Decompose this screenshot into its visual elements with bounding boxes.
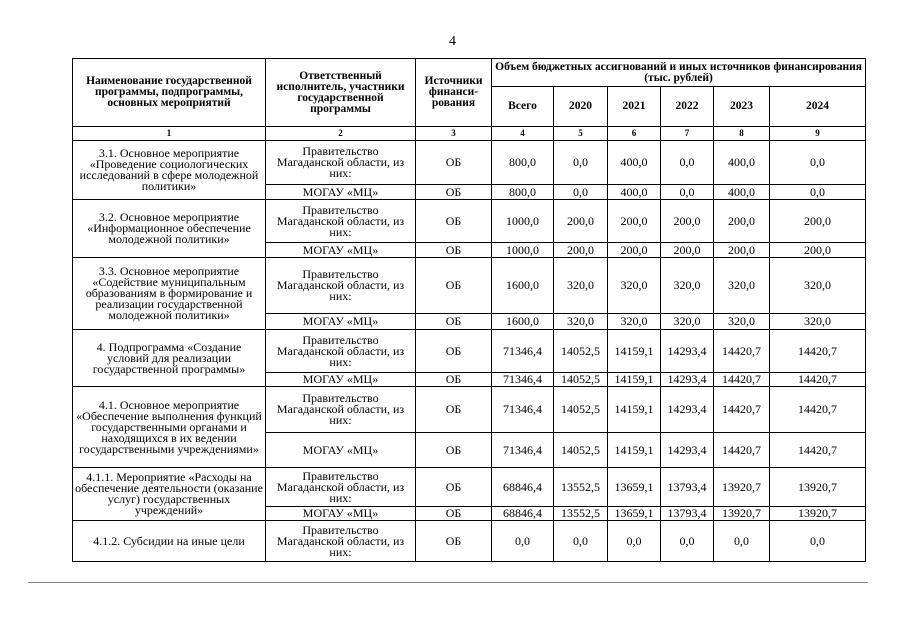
executor-cell: МОГАУ «МЦ»	[266, 185, 416, 200]
source-cell: ОБ	[416, 200, 492, 243]
year-value-cell: 320,0	[608, 314, 661, 330]
year-value-cell: 13920,7	[770, 507, 866, 521]
executor-cell: МОГАУ «МЦ»	[266, 243, 416, 258]
year-value-cell: 14420,7	[714, 433, 770, 468]
column-number: 7	[661, 127, 714, 141]
source-cell: ОБ	[416, 243, 492, 258]
year-value-cell: 400,0	[608, 185, 661, 200]
year-value-cell: 14293,4	[661, 330, 714, 373]
year-value-cell: 14159,1	[608, 373, 661, 387]
total-cell: 1000,0	[492, 200, 554, 243]
year-value-cell: 14159,1	[608, 387, 661, 433]
year-value-cell: 200,0	[770, 200, 866, 243]
year-value-cell: 14159,1	[608, 433, 661, 468]
header-year: 2020	[554, 87, 608, 127]
column-number-row	[73, 127, 866, 141]
total-cell: 71346,4	[492, 373, 554, 387]
year-value-cell: 320,0	[714, 258, 770, 314]
year-value-cell: 14420,7	[714, 330, 770, 373]
program-name-cell: 4. Подпрограмма «Создание условий для реализации государственной программы»	[73, 330, 266, 387]
year-value-cell: 320,0	[608, 258, 661, 314]
year-value-cell: 0,0	[770, 141, 866, 185]
source-cell: ОБ	[416, 185, 492, 200]
source-cell: ОБ	[416, 373, 492, 387]
year-value-cell: 13552,5	[554, 507, 608, 521]
program-name-cell: 3.2. Основное мероприятие «Информационное обеспечение молодежной политики»	[73, 200, 266, 258]
header-row	[73, 59, 866, 87]
year-value-cell: 14293,4	[661, 373, 714, 387]
year-value-cell: 14420,7	[770, 433, 866, 468]
year-value-cell: 14293,4	[661, 387, 714, 433]
year-value-cell: 200,0	[608, 243, 661, 258]
executor-cell: Правительство Магаданской области, из них:	[266, 258, 416, 314]
source-cell: ОБ	[416, 468, 492, 507]
column-number: 1	[73, 127, 266, 141]
year-value-cell: 0,0	[554, 185, 608, 200]
column-number: 4	[492, 127, 554, 141]
year-value-cell: 200,0	[770, 243, 866, 258]
year-value-cell: 14052,5	[554, 373, 608, 387]
total-cell: 1600,0	[492, 314, 554, 330]
source-cell: ОБ	[416, 507, 492, 521]
table-row	[73, 468, 866, 507]
year-value-cell: 13659,1	[608, 507, 661, 521]
executor-cell: МОГАУ «МЦ»	[266, 314, 416, 330]
total-cell: 1000,0	[492, 243, 554, 258]
year-value-cell: 0,0	[554, 141, 608, 185]
year-value-cell: 400,0	[608, 141, 661, 185]
program-name-cell: 4.1. Основное мероприятие «Обеспечение выполнения функций государственными органами и находящихся в их ведении государственными учреждениями»	[73, 387, 266, 468]
program-name-cell: 4.1.2. Субсидии на иные цели	[73, 521, 266, 562]
year-value-cell: 320,0	[714, 314, 770, 330]
year-value-cell: 400,0	[714, 141, 770, 185]
budget-table	[72, 58, 866, 562]
column-number: 2	[266, 127, 416, 141]
year-value-cell: 0,0	[661, 185, 714, 200]
year-value-cell: 0,0	[770, 521, 866, 562]
year-value-cell: 0,0	[661, 141, 714, 185]
source-cell: ОБ	[416, 258, 492, 314]
total-cell: 71346,4	[492, 433, 554, 468]
executor-cell: Правительство Магаданской области, из них:	[266, 387, 416, 433]
year-value-cell: 13552,5	[554, 468, 608, 507]
program-name-cell: 3.3. Основное мероприятие «Содействие муниципальным образованиям в формирование и реализации государственной молодежной политики»	[73, 258, 266, 330]
source-cell: ОБ	[416, 330, 492, 373]
year-value-cell: 13920,7	[714, 507, 770, 521]
page-divider	[28, 582, 868, 583]
year-value-cell: 200,0	[714, 200, 770, 243]
year-value-cell: 200,0	[661, 200, 714, 243]
total-cell: 71346,4	[492, 330, 554, 373]
year-value-cell: 14420,7	[714, 373, 770, 387]
header-year: 2024	[770, 87, 866, 127]
table-row	[73, 387, 866, 433]
year-value-cell: 14159,1	[608, 330, 661, 373]
year-value-cell: 14420,7	[770, 373, 866, 387]
year-value-cell: 0,0	[554, 521, 608, 562]
year-value-cell: 13920,7	[714, 468, 770, 507]
page-number: 4	[449, 34, 456, 49]
table-row	[73, 141, 866, 185]
program-name-cell: 3.1. Основное мероприятие «Проведение социологических исследований в сфере молодежной политики»	[73, 141, 266, 200]
total-cell: 1600,0	[492, 258, 554, 314]
year-value-cell: 14293,4	[661, 433, 714, 468]
year-value-cell: 200,0	[554, 243, 608, 258]
column-number: 6	[608, 127, 661, 141]
year-value-cell: 14052,5	[554, 433, 608, 468]
year-value-cell: 320,0	[661, 314, 714, 330]
header-year: 2022	[661, 87, 714, 127]
header-year: 2021	[608, 87, 661, 127]
executor-cell: Правительство Магаданской области, из них:	[266, 330, 416, 373]
executor-cell: МОГАУ «МЦ»	[266, 373, 416, 387]
executor-cell: Правительство Магаданской области, из них:	[266, 521, 416, 562]
table-row	[73, 330, 866, 373]
source-cell: ОБ	[416, 141, 492, 185]
executor-cell: Правительство Магаданской области, из них:	[266, 141, 416, 185]
year-value-cell: 200,0	[608, 200, 661, 243]
source-cell: ОБ	[416, 387, 492, 433]
total-cell: 68846,4	[492, 507, 554, 521]
year-value-cell: 13659,1	[608, 468, 661, 507]
year-value-cell: 320,0	[554, 258, 608, 314]
header-total: Всего	[492, 87, 554, 127]
table-row	[73, 258, 866, 314]
year-value-cell: 320,0	[770, 258, 866, 314]
year-value-cell: 0,0	[714, 521, 770, 562]
year-value-cell: 13793,4	[661, 507, 714, 521]
column-number: 8	[714, 127, 770, 141]
executor-cell: Правительство Магаданской области, из них:	[266, 200, 416, 243]
column-number: 5	[554, 127, 608, 141]
executor-cell: МОГАУ «МЦ»	[266, 507, 416, 521]
header-funding: Объем бюджетных ассигнований и иных источников финансирования (тыс. рублей)	[492, 59, 866, 87]
year-value-cell: 14420,7	[770, 330, 866, 373]
executor-cell: МОГАУ «МЦ»	[266, 433, 416, 468]
year-value-cell: 0,0	[770, 185, 866, 200]
executor-cell: Правительство Магаданской области, из них:	[266, 468, 416, 507]
total-cell: 800,0	[492, 185, 554, 200]
source-cell: ОБ	[416, 521, 492, 562]
year-value-cell: 0,0	[661, 521, 714, 562]
column-number: 3	[416, 127, 492, 141]
table-row	[73, 200, 866, 243]
year-value-cell: 13920,7	[770, 468, 866, 507]
year-value-cell: 0,0	[608, 521, 661, 562]
header-year: 2023	[714, 87, 770, 127]
year-value-cell: 14052,5	[554, 330, 608, 373]
year-value-cell: 14420,7	[770, 387, 866, 433]
total-cell: 0,0	[492, 521, 554, 562]
year-value-cell: 14420,7	[714, 387, 770, 433]
year-value-cell: 13793,4	[661, 468, 714, 507]
year-value-cell: 320,0	[770, 314, 866, 330]
source-cell: ОБ	[416, 314, 492, 330]
header-executor: Ответственный исполнитель, участники государственной программы	[266, 59, 416, 127]
year-value-cell: 200,0	[714, 243, 770, 258]
total-cell: 68846,4	[492, 468, 554, 507]
year-value-cell: 320,0	[554, 314, 608, 330]
table-body	[73, 141, 866, 562]
source-cell: ОБ	[416, 433, 492, 468]
program-name-cell: 4.1.1. Мероприятие «Расходы на обеспечение деятельности (оказание услуг) государственных учреждений»	[73, 468, 266, 521]
total-cell: 800,0	[492, 141, 554, 185]
table-row	[73, 521, 866, 562]
year-value-cell: 200,0	[554, 200, 608, 243]
header-source: Источники финанси-рования	[416, 59, 492, 127]
year-value-cell: 14052,5	[554, 387, 608, 433]
year-value-cell: 400,0	[714, 185, 770, 200]
total-cell: 71346,4	[492, 387, 554, 433]
column-number: 9	[770, 127, 866, 141]
year-value-cell: 320,0	[661, 258, 714, 314]
header-name: Наименование государственной программы, подпрограммы, основных мероприятий	[73, 59, 266, 127]
year-value-cell: 200,0	[661, 243, 714, 258]
